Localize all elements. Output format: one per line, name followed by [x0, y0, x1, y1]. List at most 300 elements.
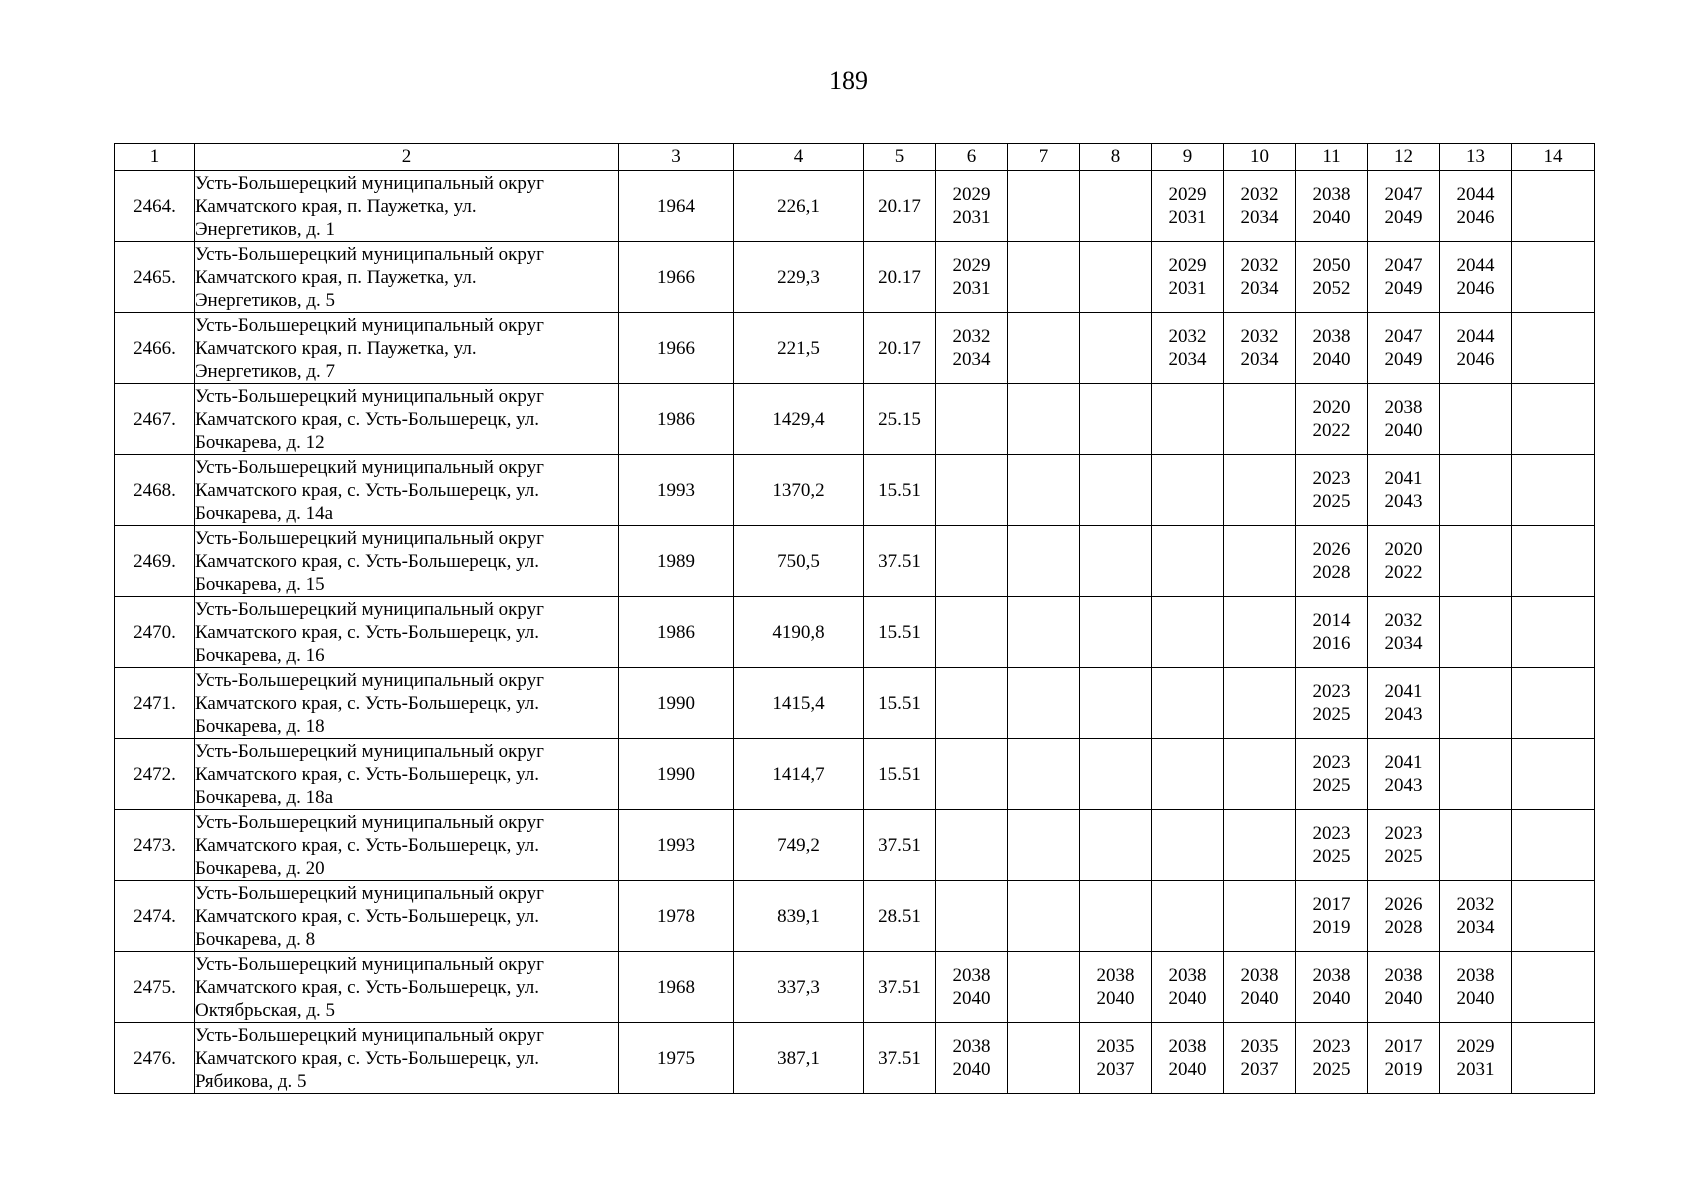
code-cell: 37.51 [864, 810, 936, 881]
period-cell-11 [1296, 597, 1368, 668]
period-year: 2034 [1168, 349, 1207, 370]
period-cell-8 [1080, 526, 1152, 597]
column-header: 12 [1368, 144, 1440, 171]
construction-year-cell: 1990 [619, 668, 734, 739]
period-cell-8 [1080, 1023, 1152, 1094]
address-line: Камчатского края, с. Усть-Большерецк, ул. [195, 905, 540, 927]
period-year: 2040 [1240, 988, 1279, 1009]
period-cell-6 [936, 668, 1008, 739]
period-year: 2037 [1240, 1059, 1279, 1080]
period-cell-8 [1080, 242, 1152, 313]
period-year: 2034 [1240, 207, 1279, 228]
period-year: 2040 [1456, 988, 1495, 1009]
code-cell: 15.51 [864, 739, 936, 810]
area-cell: 1370,2 [734, 455, 864, 526]
page-number: 189 [829, 66, 868, 95]
address-line: Камчатского края, п. Паужетка, ул. [195, 195, 477, 217]
period-cell-6 [936, 171, 1008, 242]
period-cell-8 [1080, 810, 1152, 881]
period-cell-13 [1440, 739, 1512, 810]
period-cell-10 [1224, 171, 1296, 242]
address-cell [195, 597, 619, 668]
period-cell-9 [1152, 242, 1224, 313]
period-cell-6 [936, 739, 1008, 810]
column-header: 8 [1080, 144, 1152, 171]
period-year: 2037 [1096, 1059, 1135, 1080]
period-cell-14 [1512, 1023, 1595, 1094]
code-cell: 37.51 [864, 526, 936, 597]
period-cell-9 [1152, 526, 1224, 597]
address-line: Камчатского края, с. Усть-Большерецк, ул. [195, 834, 540, 856]
address-cell [195, 455, 619, 526]
period-year: 2019 [1312, 917, 1351, 938]
period-cell-12 [1368, 810, 1440, 881]
period-cell-13 [1440, 313, 1512, 384]
period-year: 2046 [1456, 207, 1495, 228]
period-year: 2052 [1312, 278, 1351, 299]
period-cell-11 [1296, 810, 1368, 881]
code-cell: 28.51 [864, 881, 936, 952]
period-cell-7 [1008, 1023, 1080, 1094]
period-year: 2032 [1240, 326, 1279, 347]
address-line: Бочкарева, д. 15 [195, 573, 325, 595]
address-line: Усть-Большерецкий муниципальный округ [195, 172, 544, 194]
address-cell [195, 526, 619, 597]
column-header: 5 [864, 144, 936, 171]
period-cell-14 [1512, 597, 1595, 668]
address-line: Камчатского края, с. Усть-Большерецк, ул. [195, 692, 540, 714]
period-year: 2040 [1096, 988, 1135, 1009]
address-cell [195, 810, 619, 881]
address-line: Камчатского края, с. Усть-Большерецк, ул. [195, 621, 540, 643]
period-cell-7 [1008, 952, 1080, 1023]
period-cell-9 [1152, 171, 1224, 242]
row-number-cell: 2464. [115, 171, 195, 242]
period-year: 2043 [1384, 775, 1423, 796]
period-year: 2041 [1384, 468, 1423, 489]
column-header: 4 [734, 144, 864, 171]
period-year: 2040 [1384, 988, 1423, 1009]
address-line: Усть-Большерецкий муниципальный округ [195, 882, 544, 904]
address-cell [195, 171, 619, 242]
period-cell-12 [1368, 242, 1440, 313]
period-cell-12 [1368, 455, 1440, 526]
address-line: Усть-Большерецкий муниципальный округ [195, 669, 544, 691]
period-year: 2038 [1096, 965, 1135, 986]
table-row [115, 242, 1595, 313]
row-number-cell: 2471. [115, 668, 195, 739]
column-header: 9 [1152, 144, 1224, 171]
row-number-cell: 2468. [115, 455, 195, 526]
period-cell-8 [1080, 171, 1152, 242]
period-year: 2034 [1384, 633, 1423, 654]
period-year: 2017 [1384, 1036, 1423, 1057]
period-cell-8 [1080, 739, 1152, 810]
area-cell: 337,3 [734, 952, 864, 1023]
period-year: 2029 [1168, 184, 1207, 205]
construction-year-cell: 1986 [619, 384, 734, 455]
period-cell-14 [1512, 881, 1595, 952]
period-cell-11 [1296, 171, 1368, 242]
period-cell-9 [1152, 597, 1224, 668]
column-header: 2 [195, 144, 619, 171]
period-cell-6 [936, 313, 1008, 384]
period-year: 2038 [1168, 1036, 1207, 1057]
address-cell [195, 384, 619, 455]
period-year: 2049 [1384, 349, 1423, 370]
period-cell-13 [1440, 597, 1512, 668]
period-year: 2040 [1312, 207, 1351, 228]
period-year: 2029 [952, 255, 991, 276]
address-line: Камчатского края, с. Усть-Большерецк, ул. [195, 1047, 540, 1069]
period-cell-8 [1080, 881, 1152, 952]
area-cell: 1415,4 [734, 668, 864, 739]
period-cell-14 [1512, 313, 1595, 384]
period-year: 2023 [1312, 752, 1351, 773]
period-cell-9 [1152, 313, 1224, 384]
row-number-cell: 2474. [115, 881, 195, 952]
period-year: 2046 [1456, 278, 1495, 299]
period-cell-12 [1368, 1023, 1440, 1094]
period-cell-13 [1440, 384, 1512, 455]
period-cell-6 [936, 1023, 1008, 1094]
construction-year-cell: 1975 [619, 1023, 734, 1094]
row-number-cell: 2472. [115, 739, 195, 810]
period-year: 2041 [1384, 752, 1423, 773]
period-cell-13 [1440, 668, 1512, 739]
period-year: 2047 [1384, 326, 1423, 347]
code-cell: 15.51 [864, 597, 936, 668]
period-cell-11 [1296, 739, 1368, 810]
column-header: 7 [1008, 144, 1080, 171]
construction-year-cell: 1986 [619, 597, 734, 668]
period-year: 2029 [1168, 255, 1207, 276]
period-year: 2029 [952, 184, 991, 205]
code-cell: 20.17 [864, 171, 936, 242]
period-year: 2025 [1312, 491, 1351, 512]
address-line: Октябрьская, д. 5 [195, 999, 336, 1021]
period-year: 2032 [1240, 184, 1279, 205]
period-cell-8 [1080, 668, 1152, 739]
period-cell-13 [1440, 881, 1512, 952]
period-year: 2040 [1384, 420, 1423, 441]
period-cell-8 [1080, 597, 1152, 668]
address-cell [195, 313, 619, 384]
table-row [115, 526, 1595, 597]
period-cell-10 [1224, 384, 1296, 455]
construction-year-cell: 1989 [619, 526, 734, 597]
period-year: 2035 [1096, 1036, 1135, 1057]
period-year: 2047 [1384, 255, 1423, 276]
period-cell-14 [1512, 455, 1595, 526]
period-year: 2040 [952, 1059, 991, 1080]
area-cell: 226,1 [734, 171, 864, 242]
period-cell-11 [1296, 242, 1368, 313]
period-cell-10 [1224, 881, 1296, 952]
address-line: Усть-Большерецкий муниципальный округ [195, 527, 544, 549]
period-cell-7 [1008, 171, 1080, 242]
period-year: 2025 [1312, 846, 1351, 867]
period-cell-10 [1224, 668, 1296, 739]
period-cell-10 [1224, 810, 1296, 881]
column-header: 11 [1296, 144, 1368, 171]
period-year: 2025 [1312, 775, 1351, 796]
address-line: Бочкарева, д. 14а [195, 502, 334, 524]
column-header: 6 [936, 144, 1008, 171]
period-year: 2038 [1240, 965, 1279, 986]
address-line: Усть-Большерецкий муниципальный округ [195, 456, 544, 478]
period-year: 2032 [1240, 255, 1279, 276]
address-cell [195, 881, 619, 952]
period-year: 2031 [1168, 278, 1207, 299]
period-cell-13 [1440, 952, 1512, 1023]
period-cell-7 [1008, 313, 1080, 384]
address-line: Бочкарева, д. 18 [195, 715, 325, 737]
period-year: 2014 [1312, 610, 1351, 631]
table-row [115, 739, 1595, 810]
period-cell-9 [1152, 384, 1224, 455]
address-line: Усть-Большерецкий муниципальный округ [195, 1024, 544, 1046]
column-number-row [115, 144, 1595, 171]
area-cell: 4190,8 [734, 597, 864, 668]
period-cell-9 [1152, 1023, 1224, 1094]
period-cell-6 [936, 455, 1008, 526]
period-cell-6 [936, 810, 1008, 881]
period-year: 2031 [952, 207, 991, 228]
area-cell: 221,5 [734, 313, 864, 384]
period-cell-11 [1296, 313, 1368, 384]
period-year: 2031 [952, 278, 991, 299]
address-cell [195, 952, 619, 1023]
period-cell-9 [1152, 739, 1224, 810]
address-line: Усть-Большерецкий муниципальный округ [195, 811, 544, 833]
period-year: 2023 [1312, 1036, 1351, 1057]
period-year: 2040 [1168, 1059, 1207, 1080]
period-year: 2032 [1168, 326, 1207, 347]
table-row [115, 1023, 1595, 1094]
period-year: 2023 [1312, 681, 1351, 702]
table-row [115, 313, 1595, 384]
code-cell: 25.15 [864, 384, 936, 455]
period-year: 2038 [952, 1036, 991, 1057]
period-cell-14 [1512, 952, 1595, 1023]
area-cell: 1429,4 [734, 384, 864, 455]
table-row [115, 171, 1595, 242]
address-line: Энергетиков, д. 5 [195, 289, 335, 311]
period-year: 2022 [1384, 562, 1423, 583]
column-header: 1 [115, 144, 195, 171]
building-registry-table [114, 143, 1595, 1094]
period-year: 2038 [952, 965, 991, 986]
row-number-cell: 2475. [115, 952, 195, 1023]
address-line: Усть-Большерецкий муниципальный округ [195, 953, 544, 975]
construction-year-cell: 1964 [619, 171, 734, 242]
period-year: 2038 [1312, 965, 1351, 986]
period-cell-14 [1512, 739, 1595, 810]
construction-year-cell: 1968 [619, 952, 734, 1023]
row-number-cell: 2470. [115, 597, 195, 668]
table-row [115, 668, 1595, 739]
period-year: 2025 [1384, 846, 1423, 867]
construction-year-cell: 1993 [619, 810, 734, 881]
address-line: Камчатского края, с. Усть-Большерецк, ул. [195, 763, 540, 785]
period-cell-6 [936, 384, 1008, 455]
period-cell-10 [1224, 1023, 1296, 1094]
address-line: Энергетиков, д. 7 [195, 360, 335, 382]
period-year: 2026 [1384, 894, 1423, 915]
period-year: 2028 [1384, 917, 1423, 938]
period-year: 2028 [1312, 562, 1351, 583]
area-cell: 839,1 [734, 881, 864, 952]
period-year: 2040 [1312, 988, 1351, 1009]
period-year: 2040 [1168, 988, 1207, 1009]
address-line: Бочкарева, д. 12 [195, 431, 325, 453]
period-cell-11 [1296, 952, 1368, 1023]
period-year: 2020 [1312, 397, 1351, 418]
period-year: 2020 [1384, 539, 1423, 560]
period-year: 2038 [1312, 184, 1351, 205]
period-year: 2038 [1168, 965, 1207, 986]
address-line: Камчатского края, с. Усть-Большерецк, ул. [195, 976, 540, 998]
period-cell-14 [1512, 668, 1595, 739]
period-year: 2032 [1384, 610, 1423, 631]
period-year: 2022 [1312, 420, 1351, 441]
period-year: 2040 [952, 988, 991, 1009]
row-number-cell: 2469. [115, 526, 195, 597]
address-line: Камчатского края, с. Усть-Большерецк, ул. [195, 479, 540, 501]
period-cell-8 [1080, 313, 1152, 384]
row-number-cell: 2476. [115, 1023, 195, 1094]
period-year: 2019 [1384, 1059, 1423, 1080]
period-year: 2034 [1240, 278, 1279, 299]
row-number-cell: 2467. [115, 384, 195, 455]
period-year: 2031 [1456, 1059, 1495, 1080]
period-cell-7 [1008, 384, 1080, 455]
period-cell-9 [1152, 668, 1224, 739]
address-line: Усть-Большерецкий муниципальный округ [195, 314, 544, 336]
period-cell-6 [936, 952, 1008, 1023]
period-cell-7 [1008, 739, 1080, 810]
period-cell-12 [1368, 313, 1440, 384]
period-year: 2031 [1168, 207, 1207, 228]
period-cell-9 [1152, 810, 1224, 881]
period-year: 2046 [1456, 349, 1495, 370]
address-line: Усть-Большерецкий муниципальный округ [195, 243, 544, 265]
period-cell-14 [1512, 384, 1595, 455]
period-cell-7 [1008, 455, 1080, 526]
period-year: 2034 [1240, 349, 1279, 370]
construction-year-cell: 1978 [619, 881, 734, 952]
period-cell-10 [1224, 455, 1296, 526]
period-year: 2044 [1456, 184, 1495, 205]
period-cell-13 [1440, 810, 1512, 881]
period-cell-6 [936, 526, 1008, 597]
address-line: Бочкарева, д. 20 [195, 857, 325, 879]
code-cell: 37.51 [864, 952, 936, 1023]
period-cell-12 [1368, 171, 1440, 242]
period-cell-7 [1008, 810, 1080, 881]
period-cell-9 [1152, 881, 1224, 952]
address-line: Камчатского края, п. Паужетка, ул. [195, 266, 477, 288]
table-row [115, 952, 1595, 1023]
row-number-cell: 2473. [115, 810, 195, 881]
period-cell-12 [1368, 597, 1440, 668]
period-cell-13 [1440, 242, 1512, 313]
period-cell-14 [1512, 810, 1595, 881]
period-year: 2034 [952, 349, 991, 370]
period-cell-10 [1224, 313, 1296, 384]
table-row [115, 455, 1595, 526]
period-year: 2035 [1240, 1036, 1279, 1057]
period-cell-10 [1224, 526, 1296, 597]
table-row [115, 810, 1595, 881]
period-year: 2043 [1384, 704, 1423, 725]
area-cell: 1414,7 [734, 739, 864, 810]
period-cell-13 [1440, 171, 1512, 242]
table-row [115, 881, 1595, 952]
period-cell-11 [1296, 881, 1368, 952]
period-year: 2029 [1456, 1036, 1495, 1057]
period-cell-12 [1368, 526, 1440, 597]
period-cell-10 [1224, 242, 1296, 313]
period-year: 2044 [1456, 326, 1495, 347]
period-cell-7 [1008, 881, 1080, 952]
period-cell-11 [1296, 384, 1368, 455]
period-year: 2038 [1456, 965, 1495, 986]
period-cell-13 [1440, 526, 1512, 597]
period-cell-11 [1296, 668, 1368, 739]
row-number-cell: 2465. [115, 242, 195, 313]
period-year: 2017 [1312, 894, 1351, 915]
period-cell-11 [1296, 1023, 1368, 1094]
column-header: 10 [1224, 144, 1296, 171]
period-cell-13 [1440, 1023, 1512, 1094]
code-cell: 37.51 [864, 1023, 936, 1094]
column-header: 3 [619, 144, 734, 171]
period-cell-10 [1224, 739, 1296, 810]
period-year: 2016 [1312, 633, 1351, 654]
period-year: 2049 [1384, 207, 1423, 228]
table-row [115, 597, 1595, 668]
area-cell: 750,5 [734, 526, 864, 597]
period-cell-7 [1008, 668, 1080, 739]
period-year: 2050 [1312, 255, 1351, 276]
column-header: 14 [1512, 144, 1595, 171]
period-cell-12 [1368, 668, 1440, 739]
period-cell-7 [1008, 526, 1080, 597]
table-row [115, 384, 1595, 455]
construction-year-cell: 1966 [619, 242, 734, 313]
period-cell-13 [1440, 455, 1512, 526]
period-cell-9 [1152, 455, 1224, 526]
period-cell-10 [1224, 597, 1296, 668]
period-cell-12 [1368, 739, 1440, 810]
code-cell: 20.17 [864, 313, 936, 384]
address-cell [195, 668, 619, 739]
period-year: 2041 [1384, 681, 1423, 702]
address-line: Усть-Большерецкий муниципальный округ [195, 740, 544, 762]
period-year: 2025 [1312, 1059, 1351, 1080]
code-cell: 20.17 [864, 242, 936, 313]
period-cell-12 [1368, 952, 1440, 1023]
period-year: 2032 [952, 326, 991, 347]
area-cell: 749,2 [734, 810, 864, 881]
address-line: Камчатского края, с. Усть-Большерецк, ул. [195, 550, 540, 572]
address-line: Энергетиков, д. 1 [195, 218, 335, 240]
period-cell-11 [1296, 526, 1368, 597]
period-cell-8 [1080, 384, 1152, 455]
address-line: Рябикова, д. 5 [195, 1070, 307, 1092]
